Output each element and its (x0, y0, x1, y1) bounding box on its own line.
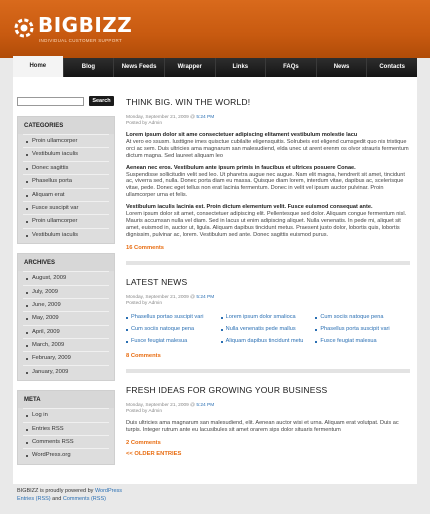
main-nav (13, 58, 417, 77)
post-author: Posted by Admin (126, 121, 162, 126)
category-link[interactable]: Proin ullamcorper (23, 214, 109, 227)
news-link[interactable]: Cum sociis natoque pena (126, 324, 221, 335)
post-title[interactable]: FRESH IDEAS FOR GROWING YOUR BUSINESS (126, 384, 328, 395)
para-lead: Lorem ipsum dolor sit ame consectetuer adipiscing elitament vestibulum molestie lacu (126, 132, 358, 138)
nav-news[interactable]: News (316, 58, 367, 77)
category-link[interactable]: Phasellus porta (23, 174, 109, 187)
para-lead: Aenean nec eros. Vestibulum ante ipsum primis in faucibus et ultrices posuere Conae. (126, 164, 356, 171)
news-link[interactable]: Cum sociis natoque pena (315, 312, 410, 323)
page-body (13, 77, 417, 484)
category-link[interactable]: Vestibulum iaculis (23, 147, 109, 160)
nav-home[interactable]: Home (13, 56, 63, 77)
post-time-link[interactable]: 5:24 PM (196, 402, 215, 408)
category-link[interactable]: Donec sagittis (23, 161, 109, 174)
news-link[interactable]: Lorem ipsum dolor smalioca (221, 312, 316, 323)
post-date: Monday, September 21, 2009 @ (126, 294, 197, 300)
category-link[interactable]: Fusce suscipit var (23, 201, 109, 214)
categories-widget (17, 116, 115, 244)
meta-link-entries-rss[interactable]: Entries RSS (23, 422, 109, 435)
footer-comments-rss-link[interactable]: Comments (RSS) (62, 496, 106, 502)
post-meta (126, 403, 410, 415)
post-time-link[interactable]: 5:24 PM (196, 115, 215, 120)
post-paragraph: Duis ultricies ama magnarum san malesudiend, elit. Aenean auctor wisi et urna. Aliquam erat volutpat. Duis ac turpis. Integer rutrum ante eu lacusibules sit amet orarem sips dolor situaris fermentum (126, 419, 399, 433)
archives-widget (17, 253, 115, 381)
section-divider (126, 261, 410, 265)
news-link[interactable]: Fusce feugiat malesua (315, 336, 410, 347)
site-header (0, 0, 430, 58)
post-meta (126, 115, 410, 127)
nav-wrapper[interactable]: Wrapper (164, 58, 215, 77)
footer-entries-rss-link[interactable]: Entries (RSS) (17, 496, 51, 502)
post (126, 97, 410, 251)
sidebar (17, 95, 115, 465)
news-link[interactable]: Aliquam dapibus tincidunt metu (221, 336, 316, 347)
post-author: Posted by Admin (126, 408, 162, 414)
comments-link[interactable]: 16 Comments (126, 244, 165, 251)
footer-wordpress-link[interactable]: WordPress (94, 488, 123, 494)
meta-title: META (18, 391, 114, 408)
nav-contacts[interactable]: Contacts (366, 58, 417, 77)
news-link[interactable]: Phasellus porta suscipit vari (315, 324, 410, 335)
older-entries-link[interactable]: << OLDER ENTRIES (126, 450, 182, 457)
nav-links[interactable]: Links (215, 58, 266, 77)
archive-link[interactable]: March, 2009 (23, 338, 109, 351)
meta-link-wordpress[interactable]: WordPress.org (23, 448, 109, 461)
post-paragraph (126, 132, 410, 160)
post-paragraph (126, 204, 410, 239)
post-author: Posted by Admin (126, 300, 162, 306)
archives-title: ARCHIVES (18, 254, 114, 271)
archive-link[interactable]: June, 2009 (23, 298, 109, 311)
post (126, 385, 410, 457)
main-content (126, 97, 410, 457)
archive-link[interactable]: August, 2009 (23, 271, 109, 284)
archive-link[interactable]: July, 2009 (23, 285, 109, 298)
category-link[interactable]: Proin ullamcorper (23, 134, 109, 147)
archive-link[interactable]: May, 2009 (23, 311, 109, 324)
para-text: Suspendisse sollicitudin velit sed leo. Ut pharetra augue nec augue. Nam elit magna, hendrerit sit amet, tincidunt ac, viverra sed, nulla. Donec porta diam eu massa. Quisque diam lorem, interdum vitae, dapibus ac, scelerisque vitae, pede. Donec eget tellus non erat lacinia fermentum. Donec in velit vel ipsum auctor pulvinar. Proin ullamcorper urna et felis. (126, 171, 405, 199)
category-link[interactable]: Vestibulum iaculis (23, 228, 109, 241)
news-link[interactable]: Phasellus portao suscipit vari (126, 312, 221, 323)
post-date: Monday, September 21, 2009 @ (126, 115, 197, 120)
category-link[interactable]: Aliquam erat (23, 188, 109, 201)
comments-link[interactable]: 2 Comments (126, 439, 161, 446)
gear-logo-icon[interactable] (12, 16, 36, 40)
footer-credit: BIGBIZZ is proudly powered by (17, 488, 95, 494)
nav-blog[interactable]: Blog (63, 58, 114, 77)
categories-title: CATEGORIES (18, 117, 114, 134)
comments-link[interactable]: 8 Comments (126, 352, 161, 359)
post (126, 277, 410, 359)
post-title[interactable]: LATEST NEWS (126, 276, 188, 287)
section-divider (126, 369, 410, 373)
nav-faqs[interactable]: FAQs (265, 58, 316, 77)
post-title[interactable]: THINK BIG. WIN THE WORLD! (126, 97, 251, 107)
news-links-grid (126, 312, 410, 347)
para-text: At vero eo ssusm. Iusttigne imes quisctue cubilalte eligensquitis. Solrubeis est eligend cumsgedit quo nis tristique orci ac sem. Duis ultricies ama magnarum san malesudiend, elda unec ut arent erenm os olvor strauris fermentum dictum magna. Sed laureet aliquam leo (126, 138, 409, 159)
footer-and: and (50, 496, 63, 502)
para-text: Lorem ipsum dolor sit amet, consectetuer adipiscing elit. Pellentesque sed dolor. Aliquam congue fermentum nisl. Mauris accumsan nulla vel diam. Sed in lacus ut enim adipiscing aliquet. Nulla venenatis. In pede mi, aliquet sit amet, euismod in, auctor ut, ligula. Aliquam dapibus tincidunt metus. Praesent justo dolor, lobortis quis, lobortis dignissim, pulvinar ac, lorem. Vestibulum sed ante. Donec sagittis euismod purus. (126, 211, 407, 238)
meta-widget (17, 390, 115, 465)
meta-link-comments-rss[interactable]: Comments RSS (23, 435, 109, 448)
nav-news-feeds[interactable]: News Feeds (113, 58, 164, 77)
news-link[interactable]: Fusce feugiat malesua (126, 336, 221, 347)
news-link[interactable]: Nulla venenatis pede mallus (221, 324, 316, 335)
archive-link[interactable]: February, 2009 (23, 351, 109, 364)
archive-link[interactable]: January, 2009 (23, 365, 109, 378)
brand-tagline: INDIVIDUAL CUSTOMER SUPPORT (39, 38, 123, 43)
site-footer (17, 487, 122, 503)
meta-link-login[interactable]: Log in (23, 408, 109, 421)
search-button[interactable]: Search (89, 96, 114, 106)
post-time-link[interactable]: 5:24 PM (196, 294, 215, 300)
post-paragraph (126, 165, 410, 200)
search-input[interactable] (17, 97, 84, 106)
archive-link[interactable]: April, 2009 (23, 325, 109, 338)
search-form (17, 95, 115, 107)
post-meta (126, 295, 410, 307)
para-lead: Vestibulum iaculis lacinia est. Proin dictum elementum velit. Fusce euismod consequat ante. (126, 204, 373, 211)
post-date: Monday, September 21, 2009 @ (126, 402, 197, 408)
brand-name[interactable]: BIGBIZZ (38, 13, 133, 37)
